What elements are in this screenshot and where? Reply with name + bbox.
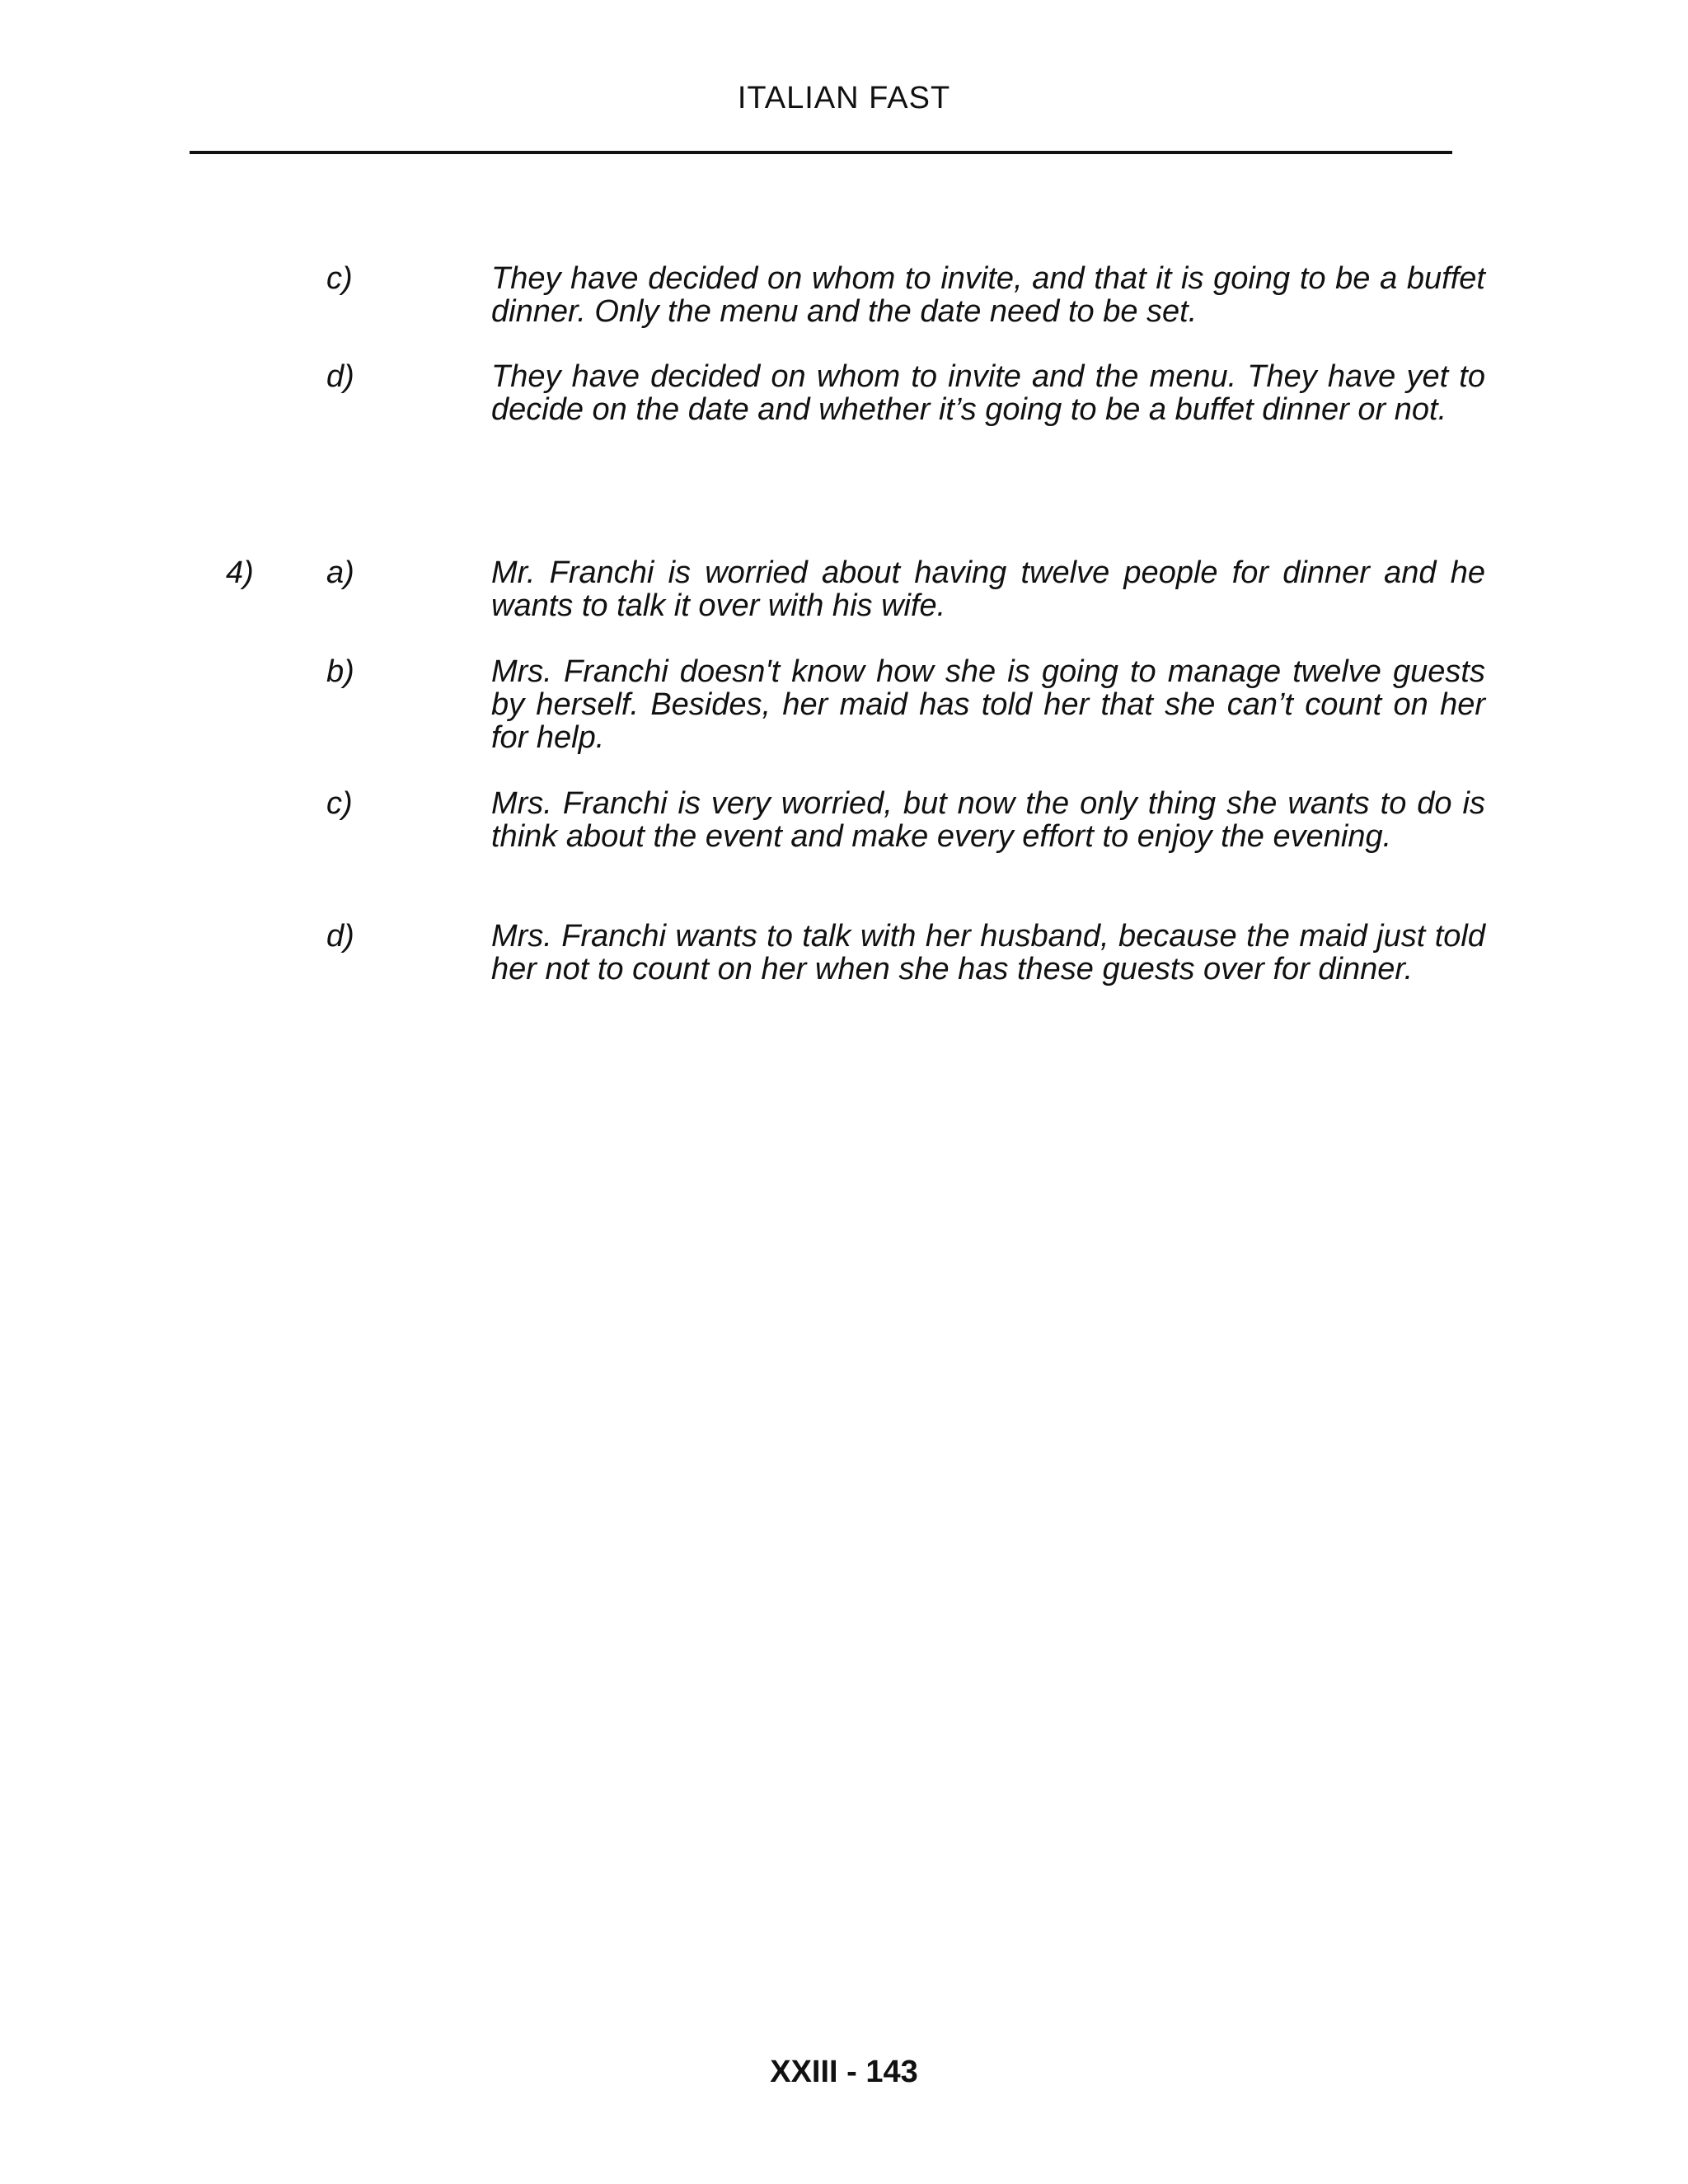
page-number: XXIII - 143 [770, 2055, 918, 2089]
option-letter: d) [326, 359, 354, 394]
header-divider [190, 151, 1452, 154]
option-letter: b) [326, 654, 354, 689]
option-letter: d) [326, 919, 354, 954]
option-text: Mrs. Franchi doesn't know how she is going to manage twelve guests by herself. Besides, her maid has told her that she can’t count on her for help. [491, 654, 1485, 755]
option-text: Mrs. Franchi wants to talk with her husband, because the maid just told her not to count on her when she has these guests over for dinner. [491, 919, 1485, 987]
question-4-number: 4) [226, 555, 254, 590]
option-letter: c) [326, 786, 353, 821]
option-letter: a) [326, 555, 354, 590]
option-text: Mrs. Franchi is very worried, but now the only thing she wants to do is think about the event and make every effort to enjoy the evening. [491, 786, 1485, 854]
option-letter: c) [326, 261, 353, 296]
option-text: They have decided on whom to invite and the menu. They have yet to decide on the date and whether it’s going to be a buffet dinner or not. [491, 359, 1485, 427]
option-text: Mr. Franchi is worried about having twelve people for dinner and he wants to talk it over with his wife. [491, 555, 1485, 623]
option-text: They have decided on whom to invite, and that it is going to be a buffet dinner. Only the menu and the date need to be set. [491, 261, 1485, 329]
page-header-title: ITALIAN FAST [737, 81, 951, 115]
